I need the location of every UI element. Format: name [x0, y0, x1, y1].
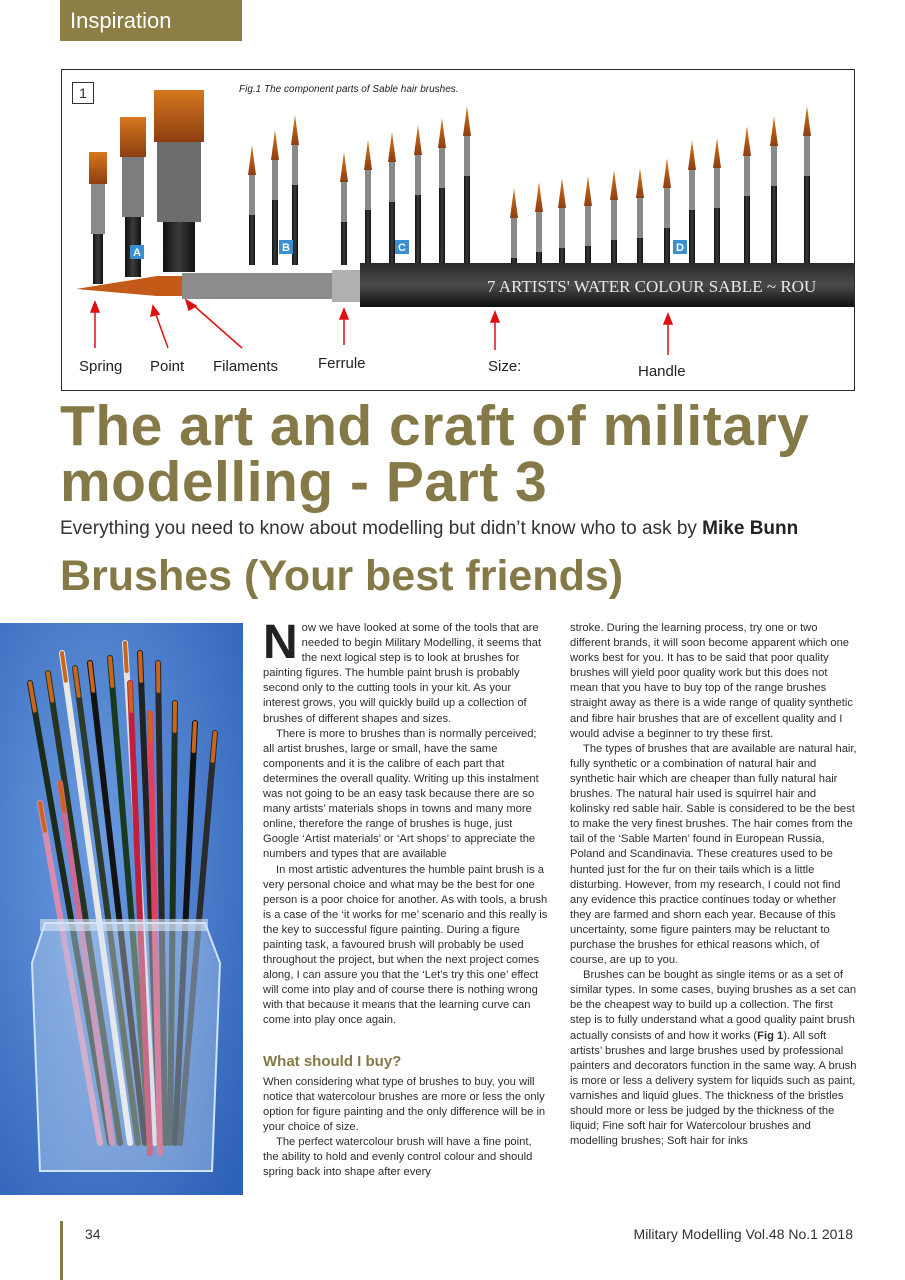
article-column-2 — [570, 621, 857, 1149]
brush-ferrule — [464, 136, 470, 176]
jar-brush-tip — [125, 643, 127, 671]
drop-cap: N — [263, 616, 298, 669]
brush-handle — [714, 208, 720, 265]
brush-handle — [249, 215, 255, 265]
part-label-size: Size: — [488, 358, 522, 375]
brush-ferrule — [511, 218, 517, 258]
brushes-in-jar-photo — [0, 623, 243, 1195]
col1-paragraph-3: In most artistic adventures the humble paint brush is a very personal choice and what may be the best for one person is a poor choice for another. As with tools, a brush is a case of the ‘it works for me’ scenario and this really is the key to successful figure painting. During a figure painting task, a favoured brush will probably be used throughout the project, but when the next project comes along, I can assure you that the ‘Let’s try this one’ effect will come into play and of course there is nothing wrong with that because it means that the learning curve can come into play once again. — [263, 863, 548, 1027]
brush-tip — [291, 115, 299, 145]
brush-ferrule — [637, 198, 643, 238]
brush-handle — [744, 196, 750, 265]
brush-tip — [248, 145, 256, 175]
brush-ferrule — [292, 145, 298, 185]
jar-brush-tip — [140, 653, 141, 681]
jar-brush-tip — [213, 733, 215, 761]
brush-tip — [558, 178, 566, 208]
jar-brush-tip — [130, 683, 131, 711]
brush-ferrule — [389, 162, 395, 202]
brush-tip — [340, 152, 348, 182]
brush-handle — [559, 248, 565, 265]
brush-handle — [611, 240, 617, 265]
brush-handle — [689, 210, 695, 265]
part-label-handle: Handle — [638, 363, 686, 380]
article-column-1 — [263, 616, 550, 1180]
article-subtitle — [60, 518, 880, 540]
col2-paragraph-2: The types of brushes that are available are natural hair, fully synthetic or a combination of natural hair and synthetic hair which are cheaper than fully natural hair brushes. The natural hair used is squirrel hair and kolinsky red sable hair. Sable is considered to be the best to make the very finest brushes. The hair comes from the tail of the ‘Sable Marten’ found in European Russia, Poland and Scandinavia. These creatures used to be hunted just for the fur on their tails which is a little disturbing. However, from my research, I could not find any evidence this practice continues today or whether they are farmed and shorn each year. Because of this uncertainty, some figure painters may be reluctant to purchase the brushes for ethical reasons which, of course, are up to you. — [570, 742, 857, 967]
brush-ferrule — [611, 200, 617, 240]
brush-ferrule — [272, 160, 278, 200]
col2-paragraph-1: stroke. During the learning process, try one or two different brands, it will soon become apparent which one works best for you. It has to be said that poor quality brushes will yield poor quality work but this does not mean that you have to buy top of the range brushes straight away as there is a wide range of quality synthetic and fibre hair brushes that are of excellent quality and I would advise a beginner to try these first. — [570, 622, 853, 740]
brush-tip — [510, 188, 518, 218]
brush-handle — [585, 246, 591, 265]
brush-ferrule — [804, 136, 810, 176]
brush-tip — [713, 138, 721, 168]
col2-paragraph-3 — [570, 968, 857, 1149]
col2-paragraph-3-part-1: Brushes can be bought as single items or as a set of similar types. In some cases, buying brushes as a set can be the cheapest way to build up a collection. The first step is to fully understand what a good quality paint brush actually consists of and how it works ( — [570, 969, 857, 1042]
col1-paragraph-5: The perfect watercolour brush will have a fine point, the ability to hold and evenly control colour and should spring back into shape after every — [263, 1136, 533, 1179]
brush-tip — [803, 106, 811, 136]
brush-handle — [415, 195, 421, 265]
brush-tip — [770, 116, 778, 146]
brush-tip — [688, 140, 696, 170]
part-label-filaments: Filaments — [213, 358, 279, 375]
brush-illustration — [62, 70, 855, 391]
brush-tip — [743, 126, 751, 156]
brush-ferrule — [341, 182, 347, 222]
brush-handle — [272, 200, 278, 265]
jar-brush-tip — [110, 658, 112, 686]
brush-ferrule — [415, 155, 421, 195]
brush-tip — [610, 170, 618, 200]
brush-tip — [414, 125, 422, 155]
brush-tip — [535, 182, 543, 212]
subtitle-text: Everything you need to know about modelling but didn’t know who to ask by — [60, 518, 697, 539]
part-label-point: Point — [150, 358, 185, 375]
brush-ferrule — [714, 168, 720, 208]
figure-number: 1 — [72, 82, 94, 104]
brush-handle — [365, 210, 371, 265]
brush-tip — [364, 140, 372, 170]
subheading-what-to-buy: What should I buy? — [263, 1052, 402, 1070]
label-a: A — [133, 247, 141, 259]
section-heading: Brushes (Your best friends) — [60, 552, 624, 600]
article-title: The art and craft of military modelling - Part 3 — [60, 394, 810, 514]
brush-tip — [636, 168, 644, 198]
brush-tip — [663, 158, 671, 188]
brush-ferrule — [585, 206, 591, 246]
label-b: B — [282, 242, 290, 254]
section-tag: Inspiration — [60, 0, 242, 41]
col2-paragraph-3-part-2: ). All soft artists’ brushes and large brushes used by professional painters and decorators function in the same way. A brush is more or less a delivery system for liquids such as paint, varnishes and liquid glues. The thickness of the bristles should more or less be judged by the thickness of the liquid; Fine soft hair for Watercolour brushes and modelling brushes; Soft hair for inks — [570, 1029, 857, 1148]
brush-ferrule — [664, 188, 670, 228]
brush-handle — [637, 238, 643, 265]
footer-rule — [60, 1221, 63, 1280]
brush-ferrule — [689, 170, 695, 210]
brush-handle — [771, 186, 777, 265]
jar-brush-tip — [150, 713, 151, 741]
handle-imprint: 7 ARTISTS' WATER COLOUR SABLE ~ ROU — [487, 277, 817, 296]
magazine-issue: Military Modelling Vol.48 No.1 2018 — [633, 1226, 853, 1242]
part-label-spring: Spring — [79, 358, 123, 375]
brush-handle — [439, 188, 445, 265]
brush-tip — [463, 106, 471, 136]
figure-caption: Fig.1 The component parts of Sable hair brushes. — [239, 84, 459, 95]
brush-ferrule — [559, 208, 565, 248]
author-name: Mike Bunn — [702, 518, 799, 539]
brush-tip — [388, 132, 396, 162]
brush-handle — [464, 176, 470, 265]
part-label-ferrule: Ferrule — [318, 355, 366, 372]
brush-handle — [341, 222, 347, 265]
brush-handle — [389, 202, 395, 265]
figure-reference: Fig 1 — [757, 1029, 784, 1042]
label-c: C — [398, 242, 406, 254]
brush-ferrule — [744, 156, 750, 196]
brush-tip — [271, 130, 279, 160]
col1-paragraph-2: There is more to brushes than is normally perceived; all artist brushes, large or small, have the same components and it is the calibre of each part that determines the overall quality. Writing up this instalment was not going to be an easy task because there are so many artists’ materials shops in towns and many more online, therefore the range of brushes is huge, just Google ‘Artist materials’ or ‘Art shops’ to appreciate the numbers and types that are available — [263, 727, 539, 861]
brush-ferrule — [365, 170, 371, 210]
brush-ferrule — [771, 146, 777, 186]
brush-ferrule — [439, 148, 445, 188]
brush-tip — [584, 176, 592, 206]
label-d: D — [676, 242, 684, 254]
figure-brush-parts — [61, 69, 855, 391]
col1-paragraph-4: When considering what type of brushes to buy, you will notice that watercolour brushes are more or less the only option for figure painting and the only difference will be in your choice of size. — [263, 1075, 546, 1133]
page-number: 34 — [85, 1226, 101, 1242]
brush-tip — [438, 118, 446, 148]
col1-paragraph-1: ow we have looked at some of the tools that are needed to begin Military Modelling, it seems that the next logical step is to look at brushes for painting figures. The humble paint brush is probably second only to the cutting tools in your kit. As your interest grows, you will quickly build up a collection of brushes of different shapes and sizes. — [263, 622, 542, 725]
brush-handle — [804, 176, 810, 265]
jar-photo-illustration — [0, 623, 243, 1195]
brush-ferrule — [536, 212, 542, 252]
jar-brush-tip — [194, 723, 195, 751]
brush-handle — [664, 228, 670, 265]
brush-ferrule — [249, 175, 255, 215]
